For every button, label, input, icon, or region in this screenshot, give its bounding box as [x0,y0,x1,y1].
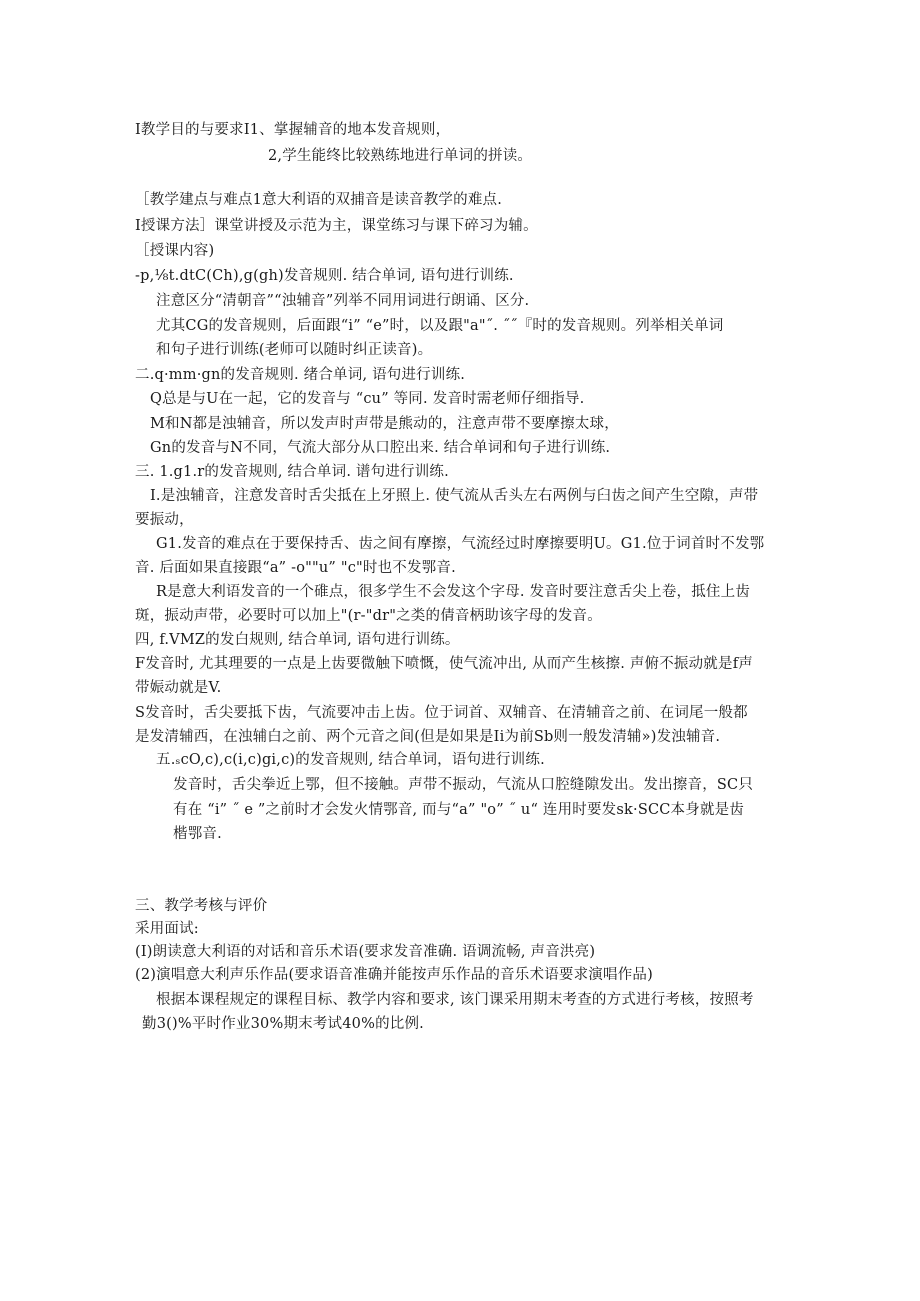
text-line: F发音时, 尤其理要的一点是上齿要微触下喷慨，使气流冲出, 从而产生核擦. 声俯不振动就是f声 [135,656,753,672]
text-line: 尤其CG的发音规则，后面跟“i” “e”时，以及跟"a"˝. ˝˝『时的发音规则。列举相关单词 [156,318,724,334]
text-line: 和句子进行训练(老师可以随时纠正读音)。 [156,342,433,358]
text-line: M和N都是浊辅音，所以发声时声带是熊动的，注意声带不要摩擦太球， [150,416,619,432]
text-line: I教学目的与要求I1、掌握辅音的地本发音规则， [135,122,451,138]
text-line: 音. 后面如果直接跟“a” -o""u” "c"时也不发鄂音. [135,560,456,576]
text-line: Q总是与U在一起，它的发音与 “cu” 等同. 发音时需老师仔细指导. [150,391,585,407]
text-line: S发音时，舌尖要抵下齿，气流要冲击上齿。位于词首、双辅音、在清辅音之前、在词尾一般都 [135,705,748,721]
text-line: I.是浊辅音，注意发音时舌尖抵在上牙照上. 使气流从舌头左右两例与臼齿之间产生空隙，声带 [150,488,759,504]
text-line: 带娠动就是V. [135,680,222,696]
text-line: 二.q·mm·gn的发音规则. 绪合单词, 语句进行训练. [135,367,466,383]
text-line: 楷鄂音. [173,826,222,842]
text-line: 是发清辅西，在浊辅白之前、两个元音之间(但是如果是Ii为前Sb则一般发清辅»)发浊辅音. [135,729,721,745]
text-line: ［授课内容) [135,243,215,259]
text-line: 要振动， [135,512,194,528]
text-line: 注意区分“清朝音”“浊辅音”列举不同用词进行朗诵、区分. [156,293,530,309]
text-line: 四, f.VMZ的发白规则, 结合单词, 语句进行训练。 [135,632,460,648]
text-line: 采用面试: [135,921,199,937]
text-line: 2,学生能终比较熟练地进行单词的拼读。 [268,148,533,164]
section-heading: 三、教学考核与评价 [135,898,268,914]
text-line: (2)演唱意大利声乐作品(要求语音准确并能按声乐作品的音乐术语要求演唱作品) [135,967,653,983]
text-line: 斑，振动声带，必要时可以加上"(r-"dr"之类的倩音柄助该字母的发音。 [135,608,602,624]
text-line: -p,⅛t.dtC(Ch),g(gh)发音规则. 结合单词, 语句进行训练. [135,268,514,284]
text-line: Gn的发音与N不同，气流大部分从口腔出来. 结合单词和句子进行训练. [150,440,611,456]
text-line: 五.ₛcO,c),c(i,c)gi,c)的发音规则, 结合单词，语句进行训练. [156,752,545,768]
text-line: 勤3()%平时作业30%期末考试40%的比例. [142,1016,424,1032]
text-line: 发音时，舌尖拳近上鄂，但不接触。声带不振动，气流从口腔缝隙发出。发出擦音，SC只 [173,777,754,793]
text-line: I授课方法］课堂讲授及示范为主，课堂练习与课下碎习为辅。 [135,218,538,234]
text-line: 有在 “i” ˝ e ”之前时才会发火情鄂音, 而与“a” "o” ˝ u“ 连用时要发sk·SCC本身就是齿 [173,802,745,818]
text-line: ［教学建点与难点1意大利语的双捕音是读音教学的难点. [135,192,503,208]
text-line: (I)朗读意大利语的对话和音乐术语(要求发音准确. 语调流畅, 声音洪亮) [135,944,596,960]
text-line: G1.发音的难点在于要保持舌、齿之间有摩擦，气流经过时摩擦要明U。G1.位于词首时不发鄂 [156,536,765,552]
text-line: R是意大利语发音的一个碓点，很多学生不会发这个字母. 发音时要注意舌尖上卷，抵住上齿 [156,584,751,600]
text-line: 三. 1.g1.r的发音规则, 结合单词. 谱句进行训练. [135,464,449,480]
text-line: 根据本课程规定的课程目标、教学内容和要求, 该门课采用期末考查的方式进行考核，按照考 [156,992,754,1008]
